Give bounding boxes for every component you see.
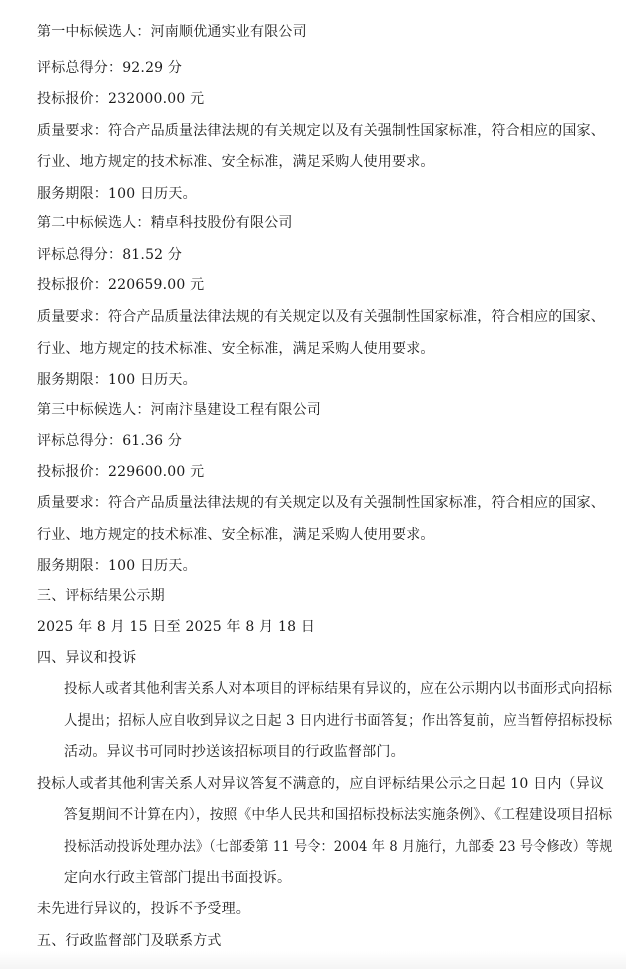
no-objection-note: 未先进行异议的，投诉不予受理。 — [37, 901, 250, 917]
candidate-1-quality-line2: 行业、地方规定的技术标准、安全标准，满足采购人使用要求。 — [37, 154, 435, 170]
candidate-2-name: 第二中标候选人：精卓科技股份有限公司 — [37, 215, 293, 231]
candidate-1-service: 服务期限：100 日历天。 — [37, 186, 197, 202]
candidate-1-score: 评标总得分：92.29 分 — [37, 60, 183, 76]
section-5-heading: 五、行政监督部门及联系方式 — [37, 933, 222, 949]
objection-paragraph-line2: 人提出；招标人应自收到异议之日起 3 日内进行书面答复；作出答复前，应当暂停招标投标 — [64, 713, 613, 729]
candidate-2-score: 评标总得分：81.52 分 — [37, 247, 183, 263]
candidate-1-name: 第一中标候选人：河南顺优通实业有限公司 — [37, 24, 307, 40]
page-scan-edge — [0, 951, 626, 969]
candidate-1-price: 投标报价：232000.00 元 — [37, 91, 205, 107]
objection-paragraph-line3: 活动。异议书可同时抄送该招标项目的行政监督部门。 — [64, 744, 405, 760]
candidate-2-quality-line2: 行业、地方规定的技术标准、安全标准，满足采购人使用要求。 — [37, 341, 435, 357]
candidate-1-quality-line1: 质量要求：符合产品质量法律法规的有关规定以及有关强制性国家标准，符合相应的国家、 — [37, 123, 605, 139]
complaint-paragraph-line1: 投标人或者其他利害关系人对异议答复不满意的，应自评标结果公示之日起 10 日内（异议 — [37, 776, 605, 792]
candidate-3-name: 第三中标候选人：河南汴垦建设工程有限公司 — [37, 402, 321, 418]
complaint-paragraph-line3: 投标活动投诉处理办法》（七部委第 11 号令：2004 年 8 月施行，九部委 23 号令修改）等规 — [64, 839, 613, 855]
complaint-paragraph-line4: 定向水行政主管部门提出书面投诉。 — [64, 870, 292, 886]
candidate-3-score: 评标总得分：61.36 分 — [37, 433, 183, 449]
section-3-heading: 三、评标结果公示期 — [37, 588, 165, 604]
candidate-3-quality-line2: 行业、地方规定的技术标准、安全标准，满足采购人使用要求。 — [37, 527, 435, 543]
section-4-heading: 四、异议和投诉 — [37, 650, 137, 666]
candidate-2-price: 投标报价：220659.00 元 — [37, 277, 205, 293]
candidate-3-quality-line1: 质量要求：符合产品质量法律法规的有关规定以及有关强制性国家标准，符合相应的国家、 — [37, 495, 605, 511]
candidate-2-quality-line1: 质量要求：符合产品质量法律法规的有关规定以及有关强制性国家标准，符合相应的国家、 — [37, 309, 605, 325]
candidate-3-price: 投标报价：229600.00 元 — [37, 464, 205, 480]
candidate-2-service: 服务期限：100 日历天。 — [37, 372, 197, 388]
candidate-3-service: 服务期限：100 日历天。 — [37, 558, 197, 574]
publicity-period: 2025 年 8 月 15 日至 2025 年 8 月 18 日 — [37, 619, 316, 635]
complaint-paragraph-line2: 答复期间不计算在内），按照《中华人民共和国招标投标法实施条例》、《工程建设项目招标 — [64, 807, 613, 823]
objection-paragraph-line1: 投标人或者其他利害关系人对本项目的评标结果有异议的，应在公示期内以书面形式向招标 — [64, 681, 613, 697]
